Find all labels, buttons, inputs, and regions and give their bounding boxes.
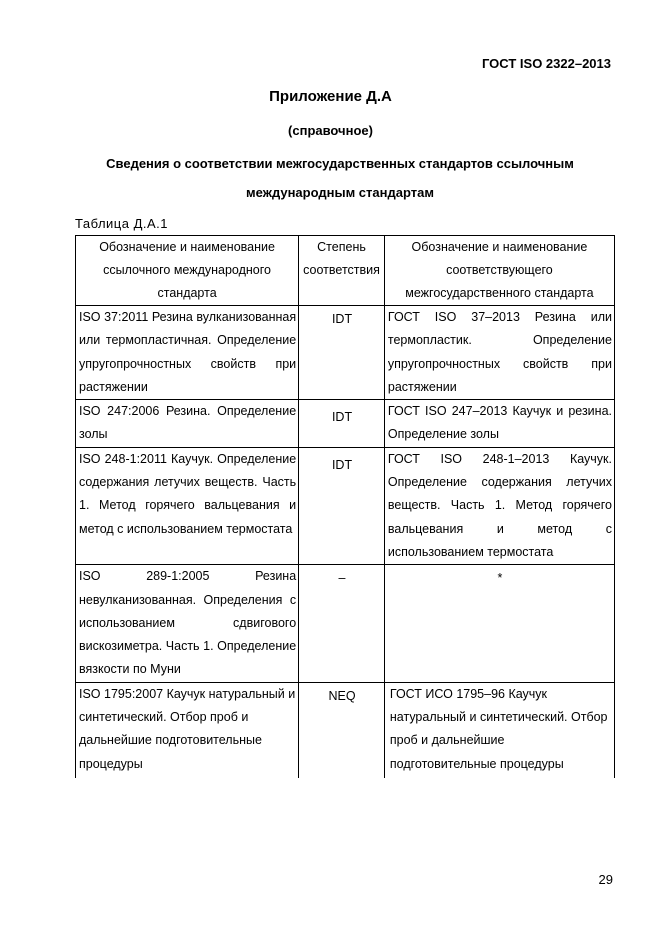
national-standard-cell: * [384, 565, 614, 682]
column-header-degree: Степень соответствия [299, 236, 385, 306]
table-row [76, 400, 615, 448]
document-heading: Сведения о соответствии межгосударственных стандартов ссылочным международным стандартам [106, 156, 574, 200]
degree-cell: IDT [299, 306, 385, 400]
appendix-title: Приложение Д.А [269, 88, 392, 105]
table-row [76, 682, 615, 778]
degree-cell: – [299, 565, 385, 682]
table-header-row [76, 236, 615, 306]
international-standard-cell: ISO 37:2011 Резина вулканизованная или термопластичная. Определение упругопрочностных свойств при растяжении [76, 306, 299, 400]
international-standard-cell: ISO 289-1:2005 Резина невулканизованная. Определения с использованием сдвигового вискозиметра. Часть 1. Определение вязкости по Муни [76, 565, 299, 682]
degree-cell: IDT [299, 447, 385, 564]
column-header-international: Обозначение и наименование ссылочного международного стандарта [76, 236, 299, 306]
national-standard-cell: ГОСТ ИСО 1795–96 Каучук натуральный и синтетический. Отбор проб и дальнейшие подготовительные процедуры [384, 682, 614, 778]
international-standard-cell: ISO 247:2006 Резина. Определение золы [76, 400, 299, 448]
table-row [76, 447, 615, 564]
international-standard-cell: ISO 248-1:2011 Каучук. Определение содержания летучих веществ. Часть 1. Метод горячего вальцевания и метод с использованием термостата [76, 447, 299, 564]
column-header-national: Обозначение и наименование соответствующего межгосударственного стандарта [384, 236, 614, 306]
table-row [76, 306, 615, 400]
table-row [76, 565, 615, 682]
document-code: ГОСТ ISO 2322–2013 [481, 56, 611, 71]
degree-cell: IDT [299, 400, 385, 448]
table-caption: Таблица Д.А.1 [75, 216, 169, 231]
national-standard-cell: ГОСТ ISO 248-1–2013 Каучук. Определение содержания летучих веществ. Часть 1. Метод горячего вальцевания и метод с использованием термостата [384, 447, 614, 564]
page-number: 29 [598, 872, 613, 887]
degree-cell: NEQ [299, 682, 385, 778]
appendix-note: (справочное) [288, 123, 373, 138]
international-standard-cell: ISO 1795:2007 Каучук натуральный и синтетический. Отбор проб и дальнейшие подготовительные процедуры [76, 682, 299, 778]
correspondence-table [75, 235, 615, 778]
national-standard-cell: ГОСТ ISO 37–2013 Резина или термопластик. Определение упругопрочностных свойств при растяжении [384, 306, 614, 400]
national-standard-cell: ГОСТ ISO 247–2013 Каучук и резина. Определение золы [384, 400, 614, 448]
